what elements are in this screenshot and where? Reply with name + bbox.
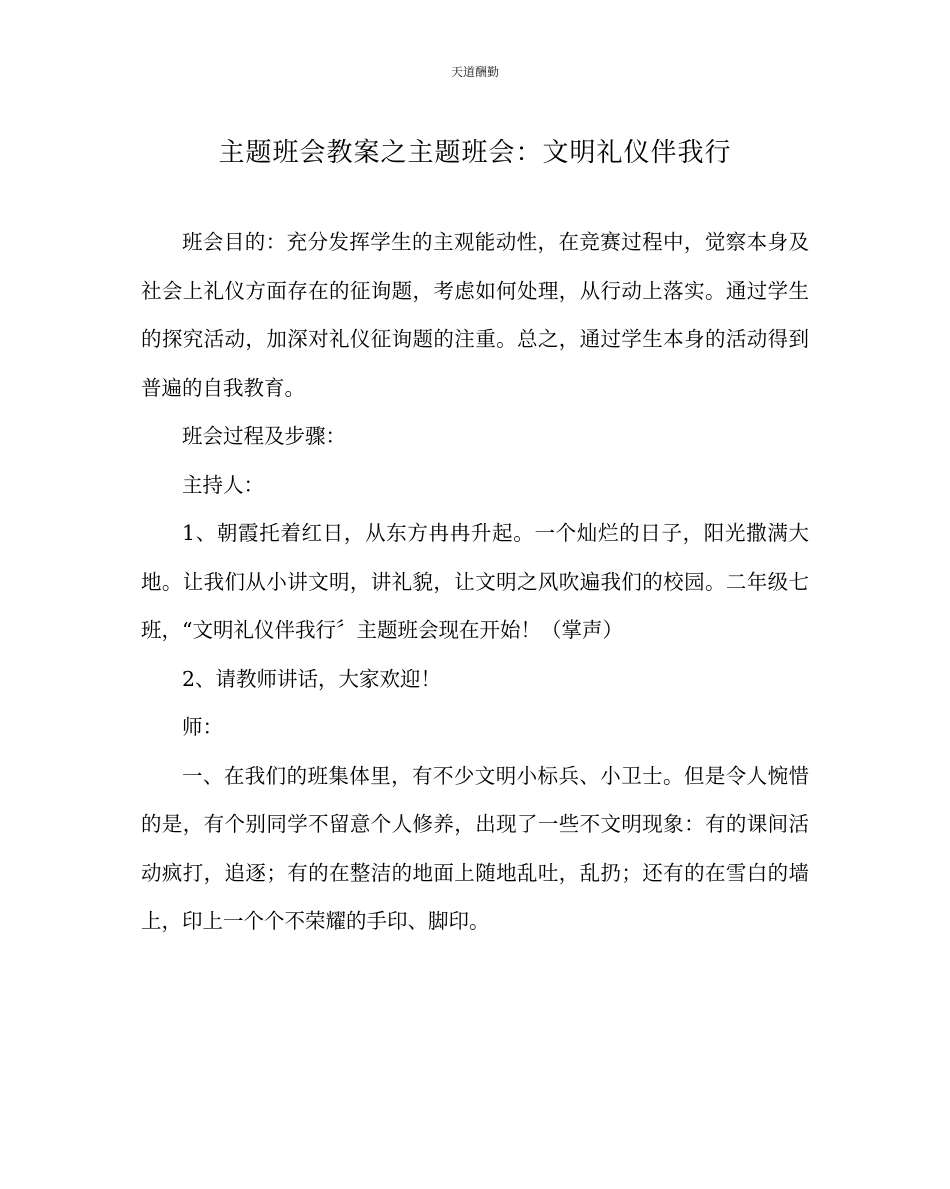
paragraph-teacher-invite: 2、请教师讲话，大家欢迎！: [182, 666, 442, 691]
paragraph-host-label: 主持人：: [182, 472, 264, 497]
paragraph-teacher-label: 师：: [182, 715, 223, 739]
paragraph-purpose: 班会目的：充分发挥学生的主观能动性，在竞赛过程中，觉察本身及社会上礼仪方面存在的征询题，考虑如何处理，从行动上落实。通过学生的探究活动，加深对礼仪征询题的注重。总之，通过学生本身的活动得到普遍的自我教育。: [141, 230, 809, 400]
document-title: 主题班会教案之主题班会：文明礼仪伴我行: [218, 138, 732, 168]
page-header: 天道酬勤: [450, 65, 499, 79]
paragraph-host-opening: 1、朝霞托着红日，从东方冉冉升起。一个灿烂的日子，阳光撒满大地。让我们从小讲文明，讲礼貌，让文明之风吹遍我们的校园。二年级七班，“文明礼仪伴我行〞主题班会现在开始！（掌声）: [141, 521, 809, 642]
document-body: [141, 218, 809, 946]
paragraph-process-heading: 班会过程及步骤：: [182, 424, 346, 448]
paragraph-teacher-speech: 一、在我们的班集体里，有不少文明小标兵、小卫士。但是令人惋惜的是，有个别同学不留意个人修养，出现了一些不文明现象：有的课间活动疯打，追逐；有的在整洁的地面上随地乱吐，乱扔；还有的在雪白的墙上，印上一个个不荣耀的手印、脚印。: [141, 763, 809, 933]
